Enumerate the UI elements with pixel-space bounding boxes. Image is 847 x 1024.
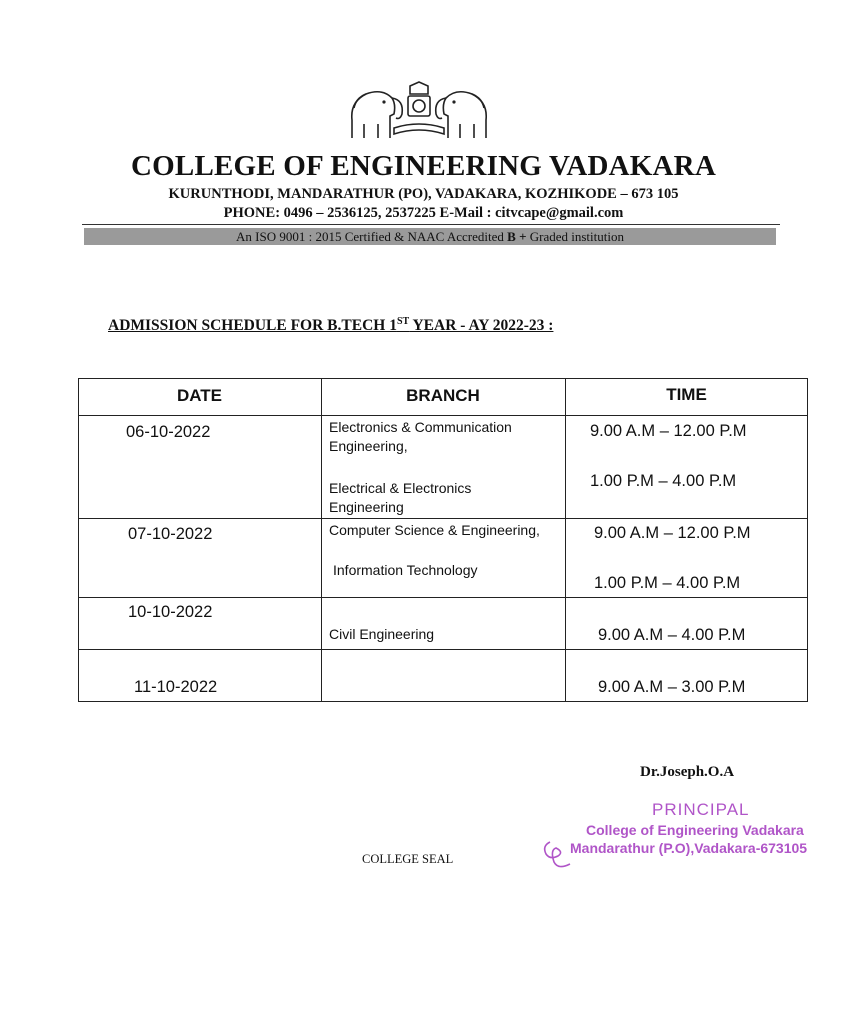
row-date: 10-10-2022 bbox=[128, 603, 213, 621]
header-divider bbox=[82, 224, 780, 225]
accreditation-text: An ISO 9001 : 2015 Certified & NAAC Accredited bbox=[236, 229, 504, 244]
schedule-table bbox=[78, 378, 808, 702]
table-border-bottom bbox=[78, 701, 808, 702]
row-date: 11-10-2022 bbox=[134, 678, 218, 696]
row-divider bbox=[78, 518, 808, 519]
table-border-left bbox=[78, 378, 79, 702]
table-border-top bbox=[78, 378, 808, 379]
schedule-title bbox=[108, 316, 553, 335]
row-branch: Electrical & Electronics Engineering bbox=[329, 480, 472, 515]
row-time: 1.00 P.M – 4.00 P.M bbox=[594, 574, 741, 592]
schedule-title-suffix: YEAR - AY 2022-23 : bbox=[409, 317, 554, 335]
row-time: 9.00 A.M – 12.00 P.M bbox=[590, 422, 747, 440]
stamp-line-address: Mandarathur (P.O),Vadakara-673105 bbox=[570, 840, 808, 856]
stamp-title: PRINCIPAL bbox=[652, 800, 750, 819]
row-time: 9.00 A.M – 3.00 P.M bbox=[598, 678, 746, 696]
row-branch: Information Technology bbox=[333, 562, 478, 578]
column-divider bbox=[565, 378, 566, 702]
row-date: 06-10-2022 bbox=[126, 423, 211, 441]
column-header-date: DATE bbox=[176, 386, 222, 405]
college-name: COLLEGE OF ENGINEERING VADAKARA bbox=[131, 150, 716, 182]
column-header-branch: BRANCH bbox=[406, 386, 480, 405]
row-time: 9.00 A.M – 12.00 P.M bbox=[594, 524, 751, 542]
college-contact: PHONE: 0496 – 2536125, 2537225 E-Mail : citvcape@gmail.com bbox=[223, 205, 624, 221]
column-divider bbox=[321, 378, 322, 702]
handwritten-signature-icon bbox=[540, 836, 580, 872]
row-divider bbox=[78, 597, 808, 598]
kerala-state-emblem-icon bbox=[344, 80, 494, 142]
college-seal-label: COLLEGE SEAL bbox=[362, 852, 454, 866]
accreditation-grade: B + bbox=[507, 229, 527, 244]
accreditation-band bbox=[84, 228, 776, 245]
college-address: KURUNTHODI, MANDARATHUR (PO), VADAKARA, KOZHIKODE – 673 105 bbox=[168, 186, 679, 202]
schedule-title-superscript: ST bbox=[396, 316, 410, 327]
column-header-time: TIME bbox=[666, 385, 707, 404]
row-branch: Electronics & Communication Engineering, bbox=[329, 419, 512, 454]
row-branch: Civil Engineering bbox=[329, 626, 435, 642]
schedule-title-text: ADMISSION SCHEDULE FOR B.TECH 1 bbox=[108, 317, 397, 335]
row-divider bbox=[78, 415, 808, 416]
table-border-right bbox=[807, 378, 808, 702]
row-time: 9.00 A.M – 4.00 P.M bbox=[598, 626, 746, 644]
row-date: 07-10-2022 bbox=[128, 525, 213, 543]
principal-name: Dr.Joseph.O.A bbox=[640, 764, 735, 780]
stamp-line-college: College of Engineering Vadakara bbox=[586, 822, 804, 838]
accreditation-suffix: Graded institution bbox=[529, 229, 624, 244]
row-time: 1.00 P.M – 4.00 P.M bbox=[590, 472, 737, 490]
row-branch: Computer Science & Engineering, bbox=[329, 522, 540, 538]
row-divider bbox=[78, 649, 808, 650]
